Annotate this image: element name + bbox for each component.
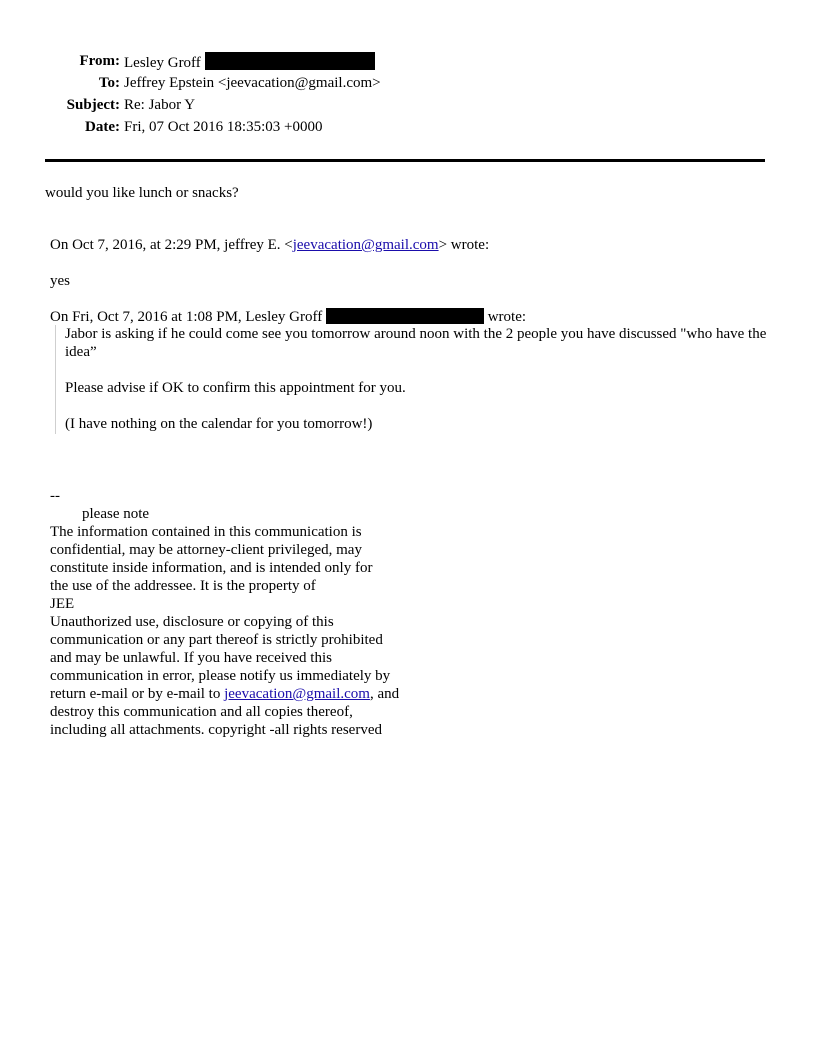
quote2-suffix: wrote: bbox=[487, 309, 527, 325]
to-label: To: bbox=[98, 75, 120, 91]
quote2-attribution bbox=[50, 308, 526, 326]
quote1-email-link[interactable]: jeevacation@gmail.com bbox=[292, 237, 439, 253]
quote2-paragraph: Please advise if OK to confirm this appointment for you. bbox=[65, 380, 406, 396]
date-value: Fri, 07 Oct 2016 18:35:03 +0000 bbox=[124, 119, 323, 135]
footer-notify-line bbox=[50, 685, 470, 703]
footer-line: Unauthorized use, disclosure or copying of this bbox=[50, 614, 334, 630]
signature-separator: -- bbox=[50, 488, 60, 504]
footer-line: constitute inside information, and is intended only for bbox=[50, 560, 373, 576]
quote1-suffix: > wrote: bbox=[438, 237, 490, 253]
subject-label: Subject: bbox=[66, 97, 120, 113]
notify-suffix: , and bbox=[369, 686, 400, 702]
footer-line: and may be unlawful. If you have received this bbox=[50, 650, 332, 666]
confidentiality-footer bbox=[50, 487, 470, 739]
quote1-attribution bbox=[50, 236, 489, 254]
from-label: From: bbox=[79, 53, 120, 69]
footer-line: destroy this communication and all copies thereof, bbox=[50, 704, 353, 720]
from-value bbox=[124, 52, 375, 72]
footer-line: communication or any part thereof is strictly prohibited bbox=[50, 632, 383, 648]
notify-prefix: return e-mail or by e-mail to bbox=[50, 686, 225, 702]
from-name: Lesley Groff bbox=[124, 55, 201, 71]
footer-line: communication in error, please notify us immediately by bbox=[50, 668, 391, 684]
from-row bbox=[0, 52, 816, 74]
to-row bbox=[0, 74, 816, 96]
date-row bbox=[0, 118, 816, 140]
quote1-prefix: On Oct 7, 2016, at 2:29 PM, jeffrey E. < bbox=[50, 237, 293, 253]
footer-line: including all attachments. copyright -all rights reserved bbox=[50, 722, 382, 738]
quoted-message bbox=[55, 325, 770, 434]
reply-text: would you like lunch or snacks? bbox=[45, 185, 239, 201]
footer-line: The information contained in this communication is bbox=[50, 524, 362, 540]
note-title: please note bbox=[82, 506, 150, 522]
footer-line: the use of the addressee. It is the property of bbox=[50, 578, 316, 594]
date-label: Date: bbox=[85, 119, 120, 135]
to-value: Jeffrey Epstein <jeevacation@gmail.com> bbox=[124, 75, 381, 91]
subject-row bbox=[0, 96, 816, 118]
redaction-box bbox=[205, 52, 375, 70]
quote2-paragraph: (I have nothing on the calendar for you tomorrow!) bbox=[65, 416, 373, 432]
header-divider bbox=[45, 159, 765, 162]
footer-line: JEE bbox=[50, 596, 75, 612]
footer-line: confidential, may be attorney-client privileged, may bbox=[50, 542, 362, 558]
email-header bbox=[0, 52, 816, 140]
quote2-paragraph: Jabor is asking if he could come see you tomorrow around noon with the 2 people you have discussed "who have the idea” bbox=[65, 326, 767, 360]
subject-value: Re: Jabor Y bbox=[124, 97, 196, 113]
redaction-box bbox=[326, 308, 484, 324]
footer-email-link[interactable]: jeevacation@gmail.com bbox=[224, 686, 370, 702]
quote1-text: yes bbox=[50, 273, 70, 289]
quote2-prefix: On Fri, Oct 7, 2016 at 1:08 PM, Lesley Groff bbox=[50, 309, 323, 325]
